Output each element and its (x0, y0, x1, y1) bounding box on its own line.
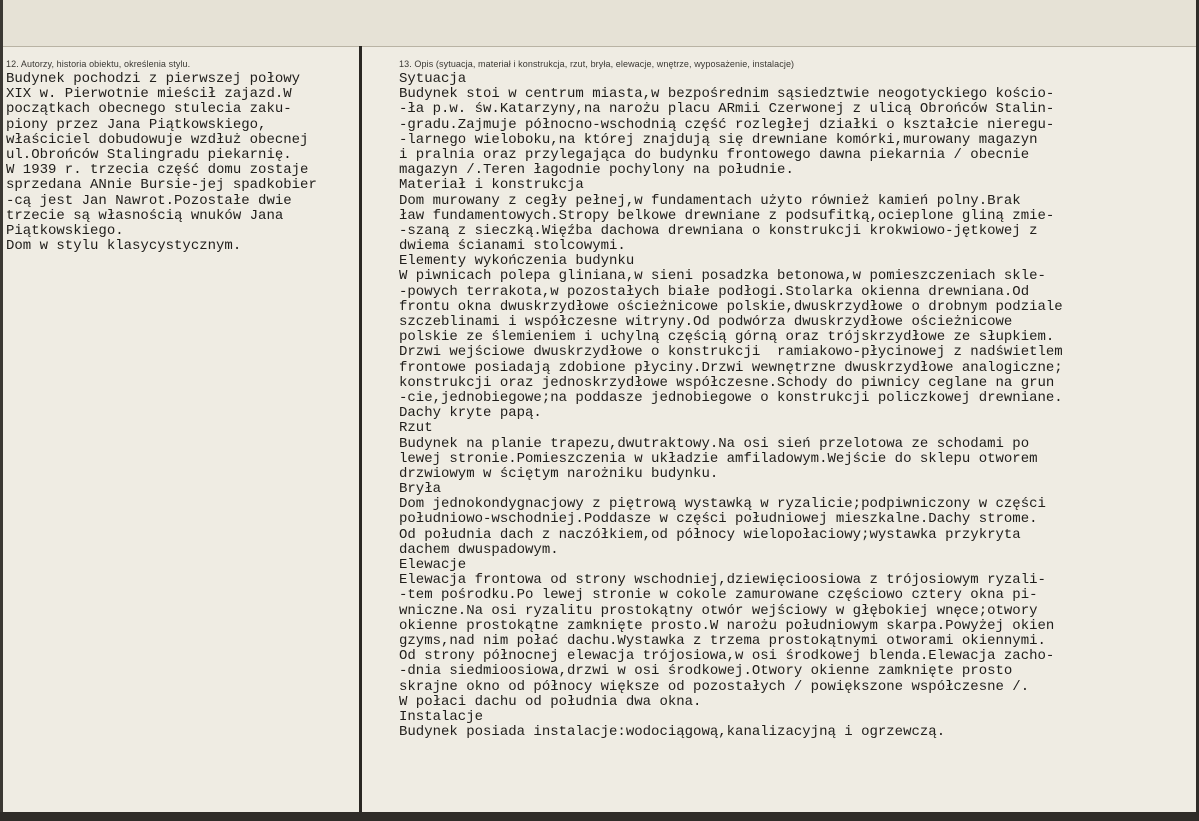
text-line: frontu okna dwuskrzydłowe ościeżnicowe polskie,dwuskrzydłowe o drobnym podziale (399, 298, 1063, 315)
text-line: -ła p.w. św.Katarzyny,na narożu placu ARmii Czerwonej z ulicą Obrońców Stalin- (399, 101, 1055, 118)
text-line: Dom w stylu klasycystycznym. (6, 238, 242, 255)
left-border (0, 0, 3, 821)
text-line: lewej stronie.Pomieszczenia w układzie amfiladowym.Wejście do sklepu otworem (399, 450, 1038, 467)
text-line: skrajne okno od północy większe od pozostałych / powiększone współczesne /. (399, 678, 1030, 695)
text-line: Od strony północnej elewacja trójosiowa,w osi środkowej blenda.Elewacja zacho- (399, 648, 1055, 665)
text-line: -cie,jednobiegowe;na poddasze jednobiegowe o konstrukcji policzkowej drewniane. (399, 389, 1063, 406)
text-line: Materiał i konstrukcja (399, 177, 584, 194)
text-line: początkach obecnego stulecia zaku- (6, 101, 292, 118)
text-line: Elewacje (399, 557, 467, 573)
text-line: Elewacja frontowa od strony wschodniej,dziewięcioosiowa z trójosiowym ryzali- (399, 572, 1046, 589)
text-line: Budynek posiada instalacje:wodociągową,kanalizacyjną i ogrzewczą. (399, 724, 946, 741)
text-line: Piątkowskiego. (6, 222, 124, 239)
text-line: ul.Obrońców Stalingradu piekarnię. (6, 146, 292, 163)
text-line: dwiema ścianami stolcowymi. (399, 238, 626, 255)
text-line: trzecie są własnością wnuków Jana (6, 207, 284, 224)
text-line: W 1939 r. trzecia część domu zostaje (6, 162, 309, 179)
text-line: Dom jednokondygnacjowy z piętrową wystawką w ryzalicie;podpiwniczony w części (399, 496, 1046, 513)
text-line: Budynek pochodzi z pierwszej połowy (6, 71, 301, 87)
text-line: szczeblinami i współczesne witryny.Od podwórza dwuskrzydłowe ościeżnicowe (399, 314, 1013, 330)
text-line: Drzwi wejściowe dwuskrzydłowe o konstrukcji ramiakowo-płycinowej z nadświetlem (399, 344, 1063, 361)
left-column-text (6, 72, 317, 254)
text-line: okienne prostokątne zamknięte prosto.W narożu południowym skarpa.Powyżej okien (399, 617, 1055, 634)
text-line: właściciel dobudowuje wzdłuż obecnej (6, 131, 309, 148)
text-line: i pralnia oraz przylegająca do budynku frontowego dawna piekarnia / obecnie (399, 146, 1030, 163)
text-line: -larnego wieloboku,na której znajdują się drewniane komórki,murowany magazyn (399, 131, 1038, 148)
text-line: dachem dwuspadowym. (399, 541, 559, 558)
text-line: sprzedana ANnie Bursie-jej spadkobier (6, 177, 317, 194)
text-line: Dachy kryte papą. (399, 405, 542, 422)
text-line: południowo-wschodniej.Poddasze w części południowej mieszkalne.Dachy strome. (399, 511, 1038, 528)
right-column-header: 13. Opis (sytuacja, materiał i konstrukcja, rzut, bryła, elewacje, wnętrze, wyposażenie, instalacje) (399, 59, 795, 69)
text-line: Bryła (399, 481, 442, 498)
top-margin (0, 0, 1199, 47)
text-line: Instalacje (399, 708, 484, 725)
text-line: XIX w. Pierwotnie mieścił zajazd.W (6, 86, 292, 103)
text-line: Od południa dach z naczółkiem,od północy wielopołaciowy;wystawka przykryta (399, 526, 1021, 543)
text-line: -tem pośrodku.Po lewej stronie w cokole zamurowane częściowo cztery okna pi- (399, 587, 1038, 604)
text-line: Budynek stoi w centrum miasta,w bezpośrednim sąsiedztwie neogotyckiego kościo- (399, 86, 1055, 103)
text-line: polskie ze ślemieniem i uchylną częścią górną oraz trójskrzydłowe ze słupkiem. (399, 329, 1055, 346)
text-line: -gradu.Zajmuje północno-wschodnią część rozległej działki o kształcie nieregu- (399, 116, 1055, 133)
text-line: -powych terrakota,w pozostałych białe podłogi.Stolarka okienna drewniana.Od (399, 283, 1030, 300)
column-divider (359, 46, 362, 812)
text-line: W piwnicach polepa gliniana,w sieni posadzka betonowa,w pomieszczeniach skle- (399, 268, 1046, 285)
bottom-border (0, 812, 1199, 821)
text-line: -dnia siedmioosiowa,drzwi w osi środkowej.Otwory okienne zamknięte prosto (399, 663, 1013, 680)
text-line: W połaci dachu od południa dwa okna. (399, 693, 702, 710)
text-line: Rzut (399, 420, 433, 437)
text-line: frontowe posiadają zdobione płyciny.Drzwi wewnętrzne dwuskrzydłowe analogiczne; (399, 359, 1063, 376)
text-line: konstrukcji oraz jednoskrzydłowe współczesne.Schody do piwnicy ceglane na grun (399, 374, 1055, 391)
text-line: Elementy wykończenia budynku (399, 253, 635, 270)
text-line: magazyn /.Teren łagodnie pochylony na południe. (399, 162, 794, 179)
text-line: -cą jest Jan Nawrot.Pozostałe dwie (6, 192, 292, 209)
text-line: -szaną z sieczką.Więźba dachowa drewniana o konstrukcji krokwiowo-jętkowej z (399, 222, 1038, 239)
text-line: Dom murowany z cegły pełnej,w fundamentach użyto również kamień polny.Brak (399, 192, 1021, 209)
right-column-text (399, 72, 1063, 740)
text-line: wniczne.Na osi ryzalitu prostokątny otwór wejściowy w głębokiej wnęce;otwory (399, 602, 1038, 619)
text-line: drzwiowym w ściętym narożniku budynku. (399, 465, 719, 482)
text-line: piony przez Jana Piątkowskiego, (6, 116, 267, 133)
left-column-header: 12. Autorzy, historia obiektu, określenia stylu. (6, 59, 191, 69)
text-line: Budynek na planie trapezu,dwutraktowy.Na osi sień przelotowa ze schodami po (399, 435, 1030, 452)
text-line: ław fundamentowych.Stropy belkowe drewniane z podsufitką,ocieplone gliną zmie- (399, 207, 1055, 224)
text-line: Sytuacja (399, 71, 467, 87)
text-line: gzyms,nad nim połać dachu.Wystawka z trzema prostokątnymi otworami okiennymi. (399, 632, 1046, 649)
